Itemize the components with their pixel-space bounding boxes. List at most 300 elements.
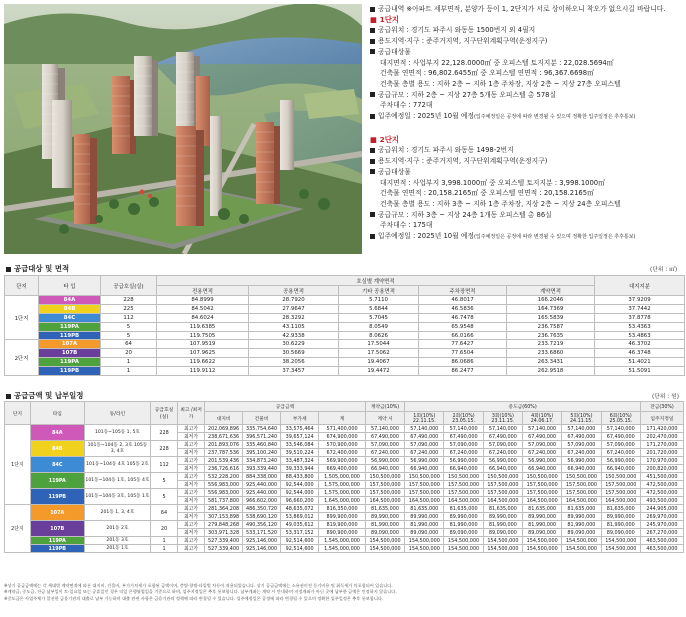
area-row xyxy=(5,313,685,322)
price-cell: 57,090,000 xyxy=(483,441,522,449)
price-cell: 154,500,000 xyxy=(444,537,483,545)
complex2-location: 공급위치 : 경기도 파주시 와동동 1498-2번지 xyxy=(370,145,682,156)
value-cell: 17.5062 xyxy=(339,349,419,358)
price-cell: 463,500,000 xyxy=(640,545,683,553)
price-cell: 57,090,000 xyxy=(523,441,562,449)
bullet-square-icon xyxy=(6,267,11,272)
price-cell: 157,500,000 xyxy=(444,489,483,497)
price-cell: 89,090,000 xyxy=(444,529,483,537)
area-table xyxy=(4,275,684,376)
price-cell: 66,940,000 xyxy=(444,465,483,473)
area-row xyxy=(5,340,685,349)
value-cell: 19.4472 xyxy=(339,367,419,376)
col-mid-2: 2회(10%) 23.05.15. xyxy=(444,412,483,425)
col-contract-group: 호실별 계약면적 xyxy=(157,276,595,286)
price-cell: 39,333,944 xyxy=(281,465,319,473)
price-cell: 925,440,000 xyxy=(243,489,281,497)
value-cell: 263.3431 xyxy=(507,358,595,367)
type-badge: 84C xyxy=(30,457,84,473)
price-cell: 1,545,000,000 xyxy=(319,537,366,545)
footnote: ※계약금, 중도금, 잔금 납부일이 토·일요일 또는 공휴일인 경우 익일 은행영업일을 기준으로 하며, 입주지정일은 추후 통보합니다. 납부계좌는 계약 시 안내하며 지정계좌가 아닌 곳에 납부한 금액은 인정하지 않습니다. xyxy=(4,589,397,595)
price-cell: 334,873,240 xyxy=(243,457,281,465)
price-unit-label: (단위 : 원) xyxy=(652,394,679,400)
range-cell: 최고가 xyxy=(178,521,205,529)
complex-cell: 1단지 xyxy=(5,425,31,505)
value-cell: 42.9338 xyxy=(249,331,339,340)
value-cell: 30.5669 xyxy=(249,349,339,358)
area-row xyxy=(5,322,685,331)
col-mid-4: 4회(10%) 24.06.17. xyxy=(523,412,562,425)
value-cell: 77.6504 xyxy=(419,349,507,358)
price-cell: 81,635,000 xyxy=(601,505,640,513)
price-cell: 154,500,000 xyxy=(601,545,640,553)
price-row xyxy=(5,457,684,465)
price-row xyxy=(5,521,684,529)
price-cell: 57,090,000 xyxy=(601,441,640,449)
type-badge: 119PA xyxy=(30,473,84,489)
col-deposit: 계약금(10%) xyxy=(365,402,404,412)
complex2-floor-use: 건축물 층별 용도 : 지하 3층 ~ 지하 1층 주차장, 지상 2층 ~ 지상 24층 오피스텔 xyxy=(380,199,621,208)
price-cell: 57,090,000 xyxy=(365,441,404,449)
price-cell: 281,364,208 xyxy=(205,505,243,513)
price-cell: 81,635,000 xyxy=(405,505,444,513)
price-cell: 56,990,000 xyxy=(523,457,562,465)
price-cell: 150,500,000 xyxy=(444,473,483,481)
price-cell: 396,571,240 xyxy=(243,433,281,441)
col-mid-5: 5회(10%) 24.11.15. xyxy=(562,412,601,425)
value-cell: 236.7635 xyxy=(507,331,595,340)
price-cell: 81,635,000 xyxy=(444,505,483,513)
col-contract-total: 계약면적 xyxy=(507,286,595,296)
type-badge: 84B xyxy=(30,441,84,457)
complex1-target: 공급대상물 xyxy=(370,47,682,58)
range-cell: 최저가 xyxy=(178,497,205,505)
col-balance: 잔금(30%) xyxy=(640,402,683,412)
range-cell: 최고가 xyxy=(178,441,205,449)
price-cell: 67,490,000 xyxy=(405,433,444,441)
price-cell: 89,990,000 xyxy=(523,513,562,521)
bullet-square-icon xyxy=(370,7,375,12)
price-cell: 890,900,000 xyxy=(319,529,366,537)
type-badge: 107B xyxy=(30,521,84,537)
price-cell: 67,240,000 xyxy=(523,449,562,457)
price-table xyxy=(4,401,684,553)
type-badge: 84A xyxy=(30,425,84,441)
count-cell: 228 xyxy=(151,425,178,441)
price-cell: 92,514,600 xyxy=(281,545,319,553)
price-cell: 81,990,000 xyxy=(405,521,444,529)
price-cell: 67,240,000 xyxy=(444,449,483,457)
count-cell: 112 xyxy=(151,457,178,473)
price-cell: 49,035,612 xyxy=(281,521,319,529)
value-cell: 119.6622 xyxy=(157,358,249,367)
count-cell: 5 xyxy=(151,473,178,489)
type-badge: 119PB xyxy=(39,367,101,376)
price-cell: 899,900,000 xyxy=(319,513,366,521)
price-cell: 157,500,000 xyxy=(562,481,601,489)
price-cell: 154,500,000 xyxy=(405,537,444,545)
col-sum: 계 xyxy=(319,412,366,425)
price-cell: 154,500,000 xyxy=(365,537,404,545)
price-cell: 279,848,268 xyxy=(205,521,243,529)
price-cell: 57,140,000 xyxy=(523,425,562,433)
value-cell: 86.2477 xyxy=(419,367,507,376)
col-bldg-cost: 건물비 xyxy=(243,412,281,425)
price-cell: 925,146,000 xyxy=(243,545,281,553)
price-row xyxy=(5,473,684,481)
price-cell: 672,400,000 xyxy=(319,449,366,457)
price-cell: 154,500,000 xyxy=(365,545,404,553)
range-cell: 최고가 xyxy=(178,505,205,513)
price-cell: 157,500,000 xyxy=(444,481,483,489)
range-cell: 최저가 xyxy=(178,465,205,473)
price-cell: 89,090,000 xyxy=(405,529,444,537)
value-cell: 66.0166 xyxy=(419,331,507,340)
type-badge: 107A xyxy=(30,505,84,521)
complex1-parking: 주차대수 : 772대 xyxy=(380,101,433,110)
range-cell: 최고가 xyxy=(178,545,205,553)
dong-line-cell: 201동 1, 3, 4호 xyxy=(84,505,150,521)
value-cell: 51.5091 xyxy=(595,367,685,376)
price-cell: 67,240,000 xyxy=(365,449,404,457)
price-cell: 81,990,000 xyxy=(483,521,522,529)
price-cell: 164,500,000 xyxy=(444,497,483,505)
footnotes xyxy=(4,583,682,615)
price-cell: 150,500,000 xyxy=(365,473,404,481)
price-cell: 89,090,000 xyxy=(562,529,601,537)
price-row xyxy=(5,545,684,553)
value-cell: 77.6427 xyxy=(419,340,507,349)
value-cell: 51.4021 xyxy=(595,358,685,367)
complex2-land-area: 대지면적 : 사업부지 3,998.1000㎡ 중 오피스텔 토지지분 : 3,998.1000㎡ xyxy=(380,178,605,187)
price-cell: 527,339,400 xyxy=(205,545,243,553)
price-cell: 150,500,000 xyxy=(483,473,522,481)
area-unit-label: (단위 : ㎡) xyxy=(650,267,678,273)
supply-intro: 공급내역 ※아파트 세부면적, 분양가 등이 1, 2단지가 서로 상이하오니 착오가 없으시길 바랍니다. xyxy=(370,4,682,15)
price-cell: 39,510,224 xyxy=(281,449,319,457)
price-cell: 81,635,000 xyxy=(483,505,522,513)
price-cell: 150,500,000 xyxy=(405,473,444,481)
price-cell: 81,990,000 xyxy=(444,521,483,529)
complex2-zoning: 용도지역·지구 : 준주거지역, 지구단위계획구역(운정지구) xyxy=(370,156,682,167)
price-cell: 493,500,000 xyxy=(640,497,683,505)
price-cell: 56,990,000 xyxy=(365,457,404,465)
value-cell: 65.9548 xyxy=(419,322,507,331)
col-count: 공급호실(실) xyxy=(101,276,157,296)
price-cell: 202,069,896 xyxy=(205,425,243,433)
complex-cell: 1단지 xyxy=(5,296,39,340)
value-cell: 46.3748 xyxy=(595,349,685,358)
count-cell: 228 xyxy=(151,441,178,457)
price-cell: 164,500,000 xyxy=(523,497,562,505)
value-cell: 37.7442 xyxy=(595,304,685,313)
price-cell: 89,990,000 xyxy=(405,513,444,521)
price-cell: 164,500,000 xyxy=(405,497,444,505)
price-cell: 89,990,000 xyxy=(444,513,483,521)
price-cell: 67,490,000 xyxy=(444,433,483,441)
col-other-common: 기타 공용면적 xyxy=(339,286,419,296)
price-cell: 171,420,000 xyxy=(640,425,683,433)
value-cell: 5.7110 xyxy=(339,296,419,305)
price-cell: 67,240,000 xyxy=(483,449,522,457)
range-cell: 최고가 xyxy=(178,489,205,497)
price-cell: 164,500,000 xyxy=(562,497,601,505)
value-cell: 53.4363 xyxy=(595,322,685,331)
area-row xyxy=(5,331,685,340)
price-cell: 89,990,000 xyxy=(365,513,404,521)
value-cell: 107.9519 xyxy=(157,340,249,349)
price-cell: 66,940,000 xyxy=(601,465,640,473)
price-cell: 154,500,000 xyxy=(444,545,483,553)
value-cell: 19.4067 xyxy=(339,358,419,367)
range-cell: 최고가 xyxy=(178,537,205,545)
complex2-move-in: 입주예정일 : 2025년 10월 예정(입주예정일은 공정에 따라 변경될 수 있으며 정확한 입주일정은 추후통보) xyxy=(370,231,682,243)
price-cell: 92,544,000 xyxy=(281,489,319,497)
complex1-floor-area: 건축물 연면적 : 96,802.6455㎡ 중 오피스텔 연면적 : 96,367.6698㎡ xyxy=(380,69,594,78)
price-cell: 164,500,000 xyxy=(483,497,522,505)
value-cell: 86.0686 xyxy=(419,358,507,367)
price-cell: 67,490,000 xyxy=(601,433,640,441)
complex-cell: 2단지 xyxy=(5,340,39,376)
price-cell: 48,635,072 xyxy=(281,505,319,513)
price-cell: 57,140,000 xyxy=(405,425,444,433)
price-cell: 1,645,000,000 xyxy=(319,497,366,505)
range-cell: 최고가 xyxy=(178,425,205,433)
range-cell: 최저가 xyxy=(178,449,205,457)
price-cell: 538,690,120 xyxy=(243,513,281,521)
range-cell: 최고가 xyxy=(178,473,205,481)
price-cell: 245,970,000 xyxy=(640,521,683,529)
col-type: 타 입 xyxy=(39,276,101,296)
complex2-parking: 주차대수 : 175대 xyxy=(380,221,433,230)
col-count: 공급호실(실) xyxy=(151,402,178,425)
count-cell: 1 xyxy=(151,545,178,553)
footnote: ※중도금은 사업주체가 알선한 금융기관의 대출로 납부 가능하며 대출 관련 사항은 금융기관의 정책에 따라 변경될 수 있습니다. 입주예정일은 공정에 따라 변경될 수 있으며 정확한 입주일정은 추후 통보합니다. xyxy=(4,595,384,601)
area-section-title: 공급대상 및 면적 xyxy=(6,263,69,274)
count-cell: 1 xyxy=(101,358,157,367)
range-cell: 최저가 xyxy=(178,513,205,521)
price-cell: 56,990,000 xyxy=(562,457,601,465)
price-cell: 66,940,000 xyxy=(483,465,522,473)
value-cell: 5.6844 xyxy=(339,304,419,313)
price-cell: 674,900,000 xyxy=(319,433,366,441)
type-badge: 119PA xyxy=(39,358,101,367)
price-cell: 157,500,000 xyxy=(601,481,640,489)
price-cell: 393,339,440 xyxy=(243,465,281,473)
price-cell: 81,635,000 xyxy=(365,505,404,513)
area-row xyxy=(5,358,685,367)
type-badge: 107B xyxy=(39,349,101,358)
value-cell: 46.3702 xyxy=(595,340,685,349)
range-cell: 최고가 xyxy=(178,457,205,465)
complex1-zoning: 용도지역·지구 : 준주거지역, 지구단위계획구역(운정지구) xyxy=(370,36,682,47)
type-badge: 119PB xyxy=(30,489,84,505)
complex2-floor-area: 건축물 연면적 : 20,158.2165㎡ 중 오피스텔 연면적 : 20,158.2165㎡ xyxy=(380,189,594,198)
price-cell: 571,400,000 xyxy=(319,425,366,433)
price-cell: 581,737,800 xyxy=(205,497,243,505)
count-cell: 5 xyxy=(101,331,157,340)
price-cell: 56,990,000 xyxy=(444,457,483,465)
complex2-scale: 공급규모 : 지하 3층 ~ 지상 24층 1개동 오피스텔 총 86실 xyxy=(370,210,682,221)
price-cell: 81,990,000 xyxy=(365,521,404,529)
dong-line-cell: 101동~104동 3호, 105동 1호 xyxy=(84,489,150,505)
price-cell: 81,635,000 xyxy=(523,505,562,513)
complex1-floor-use: 건축물 층별 용도 : 지하 2층 ~ 지하 1층 주차장, 지상 2층 ~ 지상 27층 오피스텔 xyxy=(380,79,621,88)
count-cell: 1 xyxy=(151,537,178,545)
col-vat: 부가세 xyxy=(281,412,319,425)
dong-line-cell: 101동~105동 1, 5호 xyxy=(84,425,150,441)
price-cell: 88,433,800 xyxy=(281,473,319,481)
price-cell: 150,500,000 xyxy=(601,473,640,481)
price-cell: 57,090,000 xyxy=(444,441,483,449)
dong-line-cell: 101동~104동 1호, 105동 4호 xyxy=(84,473,150,489)
price-cell: 89,990,000 xyxy=(601,513,640,521)
col-amount-group: 공급금액 xyxy=(205,402,366,412)
dong-line-cell: 201동 3호 xyxy=(84,537,150,545)
type-badge: 107A xyxy=(39,340,101,349)
price-cell: 490,356,120 xyxy=(243,521,281,529)
price-cell: 56,990,000 xyxy=(405,457,444,465)
price-cell: 154,500,000 xyxy=(562,545,601,553)
price-cell: 244,905,000 xyxy=(640,505,683,513)
value-cell: 262.9518 xyxy=(507,367,595,376)
value-cell: 84.8999 xyxy=(157,296,249,305)
value-cell: 233.6860 xyxy=(507,349,595,358)
price-cell: 150,500,000 xyxy=(523,473,562,481)
price-cell: 884,338,000 xyxy=(243,473,281,481)
price-section-title: 공급금액 및 납부일정 xyxy=(6,390,83,401)
complex-rendering-image xyxy=(4,4,362,254)
price-cell: 1,505,000,000 xyxy=(319,473,366,481)
value-cell: 46.8017 xyxy=(419,296,507,305)
value-cell: 30.6229 xyxy=(249,340,339,349)
complex2-target: 공급대상물 xyxy=(370,167,682,178)
price-cell: 33,546,084 xyxy=(281,441,319,449)
dong-line-cell: 201동 2호 xyxy=(84,521,150,537)
price-cell: 335,460,840 xyxy=(243,441,281,449)
col-dong-line: 동/라인 xyxy=(84,402,150,425)
price-cell: 89,090,000 xyxy=(523,529,562,537)
price-cell: 154,500,000 xyxy=(483,537,522,545)
footnote: ※상기 공급금액에는 각 세대별 계약면적에 따른 대지비, 건물비, 부가가치세가 포함된 금액이며, 층별·향별·타입별 차등이 적용되었습니다. 상기 공급금액에는 소유권이전 등기비용 및 취득세가 미포함되어 있습니다. xyxy=(4,583,393,588)
value-cell: 164.7369 xyxy=(507,304,595,313)
price-cell: 157,500,000 xyxy=(483,489,522,497)
price-cell: 56,990,000 xyxy=(601,457,640,465)
range-cell: 최저가 xyxy=(178,433,205,441)
col-mid-3: 3회(10%) 23.11.15. xyxy=(483,412,522,425)
value-cell: 165.5839 xyxy=(507,313,595,322)
price-cell: 53,869,012 xyxy=(281,513,319,521)
price-cell: 819,900,000 xyxy=(319,521,366,529)
value-cell: 37.3457 xyxy=(249,367,339,376)
price-cell: 67,490,000 xyxy=(523,433,562,441)
range-cell: 최저가 xyxy=(178,481,205,489)
dong-line-cell: 101동~104동 2, 3호 105동 3, 4호 xyxy=(84,441,150,457)
price-cell: 57,140,000 xyxy=(601,425,640,433)
price-cell: 67,490,000 xyxy=(483,433,522,441)
price-cell: 57,140,000 xyxy=(444,425,483,433)
col-mid-group: 중도금(60%) xyxy=(405,402,641,412)
price-cell: 966,602,000 xyxy=(243,497,281,505)
price-cell: 269,970,000 xyxy=(640,513,683,521)
price-cell: 451,500,000 xyxy=(640,473,683,481)
price-cell: 157,500,000 xyxy=(483,481,522,489)
type-badge: 119PA xyxy=(39,322,101,331)
value-cell: 17.5044 xyxy=(339,340,419,349)
count-cell: 225 xyxy=(101,304,157,313)
price-cell: 202,470,000 xyxy=(640,433,683,441)
value-cell: 233.7219 xyxy=(507,340,595,349)
complex1-title: ■ 1단지 xyxy=(370,14,399,24)
value-cell: 119.6385 xyxy=(157,322,249,331)
col-mid-1: 1회(10%) 22.11.15. xyxy=(405,412,444,425)
price-row xyxy=(5,441,684,449)
value-cell: 8.0549 xyxy=(339,322,419,331)
price-cell: 532,228,200 xyxy=(205,473,243,481)
value-cell: 28.3292 xyxy=(249,313,339,322)
price-cell: 81,990,000 xyxy=(562,521,601,529)
price-cell: 89,990,000 xyxy=(562,513,601,521)
price-cell: 164,500,000 xyxy=(365,497,404,505)
col-type: 타입 xyxy=(30,402,84,425)
area-row xyxy=(5,304,685,313)
price-cell: 67,490,000 xyxy=(562,433,601,441)
price-cell: 925,146,000 xyxy=(243,537,281,545)
value-cell: 46.5836 xyxy=(419,304,507,313)
price-cell: 201,720,000 xyxy=(640,449,683,457)
price-cell: 92,544,000 xyxy=(281,481,319,489)
price-cell: 157,500,000 xyxy=(405,489,444,497)
price-cell: 33,487,324 xyxy=(281,457,319,465)
price-cell: 164,500,000 xyxy=(601,497,640,505)
type-badge: 119PB xyxy=(30,545,84,553)
col-range: 최고 /최저가 xyxy=(178,402,205,425)
value-cell: 5.7045 xyxy=(339,313,419,322)
price-cell: 1,575,000,000 xyxy=(319,481,366,489)
range-cell: 최저가 xyxy=(178,529,205,537)
price-cell: 81,990,000 xyxy=(523,521,562,529)
type-badge: 119PB xyxy=(39,331,101,340)
price-cell: 57,140,000 xyxy=(365,425,404,433)
price-cell: 157,500,000 xyxy=(405,481,444,489)
count-cell: 5 xyxy=(101,322,157,331)
value-cell: 28.7920 xyxy=(249,296,339,305)
price-cell: 157,500,000 xyxy=(523,481,562,489)
price-cell: 57,090,000 xyxy=(562,441,601,449)
count-cell: 228 xyxy=(101,296,157,305)
complex1-scale: 공급규모 : 지하 2층 ~ 지상 27층 5개동 오피스텔 총 578실 xyxy=(370,90,682,101)
price-cell: 157,500,000 xyxy=(365,489,404,497)
price-cell: 533,171,520 xyxy=(243,529,281,537)
price-cell: 303,971,328 xyxy=(205,529,243,537)
price-cell: 57,090,000 xyxy=(405,441,444,449)
value-cell: 84.5042 xyxy=(157,304,249,313)
price-cell: 237,787,536 xyxy=(205,449,243,457)
complex1-move-in: 입주예정일 : 2025년 10월 예정(입주예정일은 공정에 따라 변경될 수 있으며 정확한 입주일정은 추후통보) xyxy=(370,111,682,123)
price-cell: 89,090,000 xyxy=(365,529,404,537)
price-cell: 1,575,000,000 xyxy=(319,489,366,497)
price-cell: 816,350,000 xyxy=(319,505,366,513)
value-cell: 37.8778 xyxy=(595,313,685,322)
price-cell: 66,940,000 xyxy=(523,465,562,473)
price-cell: 57,140,000 xyxy=(562,425,601,433)
price-cell: 238,671,636 xyxy=(205,433,243,441)
price-cell: 556,983,000 xyxy=(205,489,243,497)
price-cell: 486,350,720 xyxy=(243,505,281,513)
price-cell: 66,940,000 xyxy=(405,465,444,473)
count-cell: 20 xyxy=(151,521,178,537)
price-cell: 201,539,436 xyxy=(205,457,243,465)
